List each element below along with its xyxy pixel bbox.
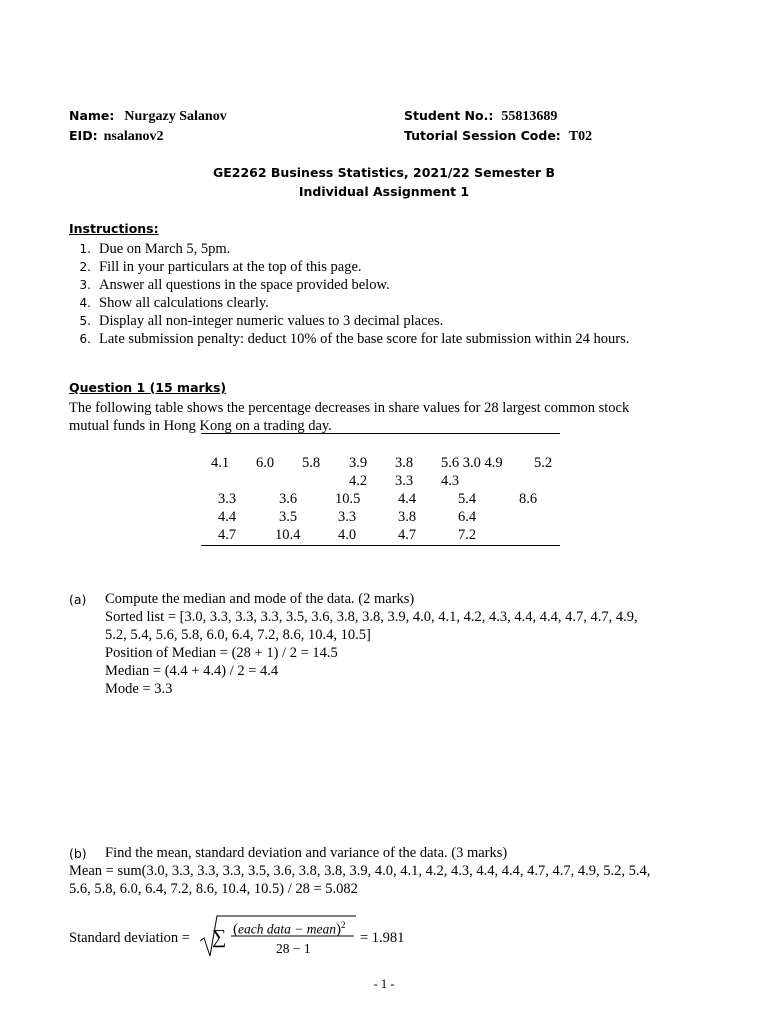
eid-label: EID:: [69, 128, 98, 143]
part-a-median: Median = (4.4 + 4.4) / 2 = 4.4: [105, 663, 279, 679]
part-a-position: Position of Median = (28 + 1) / 2 = 14.5: [105, 645, 338, 661]
table-cell: 6.4: [458, 509, 477, 525]
instructions-list: [67, 240, 629, 348]
part-b-prompt: Find the mean, standard deviation and variance of the data. (3 marks): [105, 845, 508, 861]
instruction-item: 1. Due on March 5, 5pm.: [79, 241, 231, 257]
table-cell: 5.4: [458, 491, 477, 507]
instruction-item: 6. Late submission penalty: deduct 10% of the base score for late submission within 24 hours.: [79, 331, 630, 347]
sd-label: Standard deviation =: [69, 930, 190, 946]
instruction-item: 5. Display all non-integer numeric values to 3 decimal places.: [79, 313, 444, 329]
student-no-row: [404, 107, 557, 125]
table-cell: 4.2: [349, 473, 368, 489]
tutorial-value: T02: [568, 129, 593, 144]
table-cell: 3.3: [218, 491, 237, 507]
table-cell: 10.5: [335, 491, 361, 507]
sigma-symbol: ∑: [212, 926, 227, 948]
table-cell: 4.1: [211, 455, 230, 471]
instruction-item: 4. Show all calculations clearly.: [79, 295, 269, 311]
table-cell: 4.4: [218, 509, 237, 525]
table-cell: 10.4: [275, 527, 301, 543]
table-top-rule: [201, 433, 560, 434]
table-cell: 3.8: [395, 455, 414, 471]
table-cell: 3.8: [398, 509, 417, 525]
part-b-mean-line1: Mean = sum(3.0, 3.3, 3.3, 3.3, 3.5, 3.6, 3.8, 3.8, 3.9, 4.0, 4.1, 4.2, 4.3, 4.4, 4.4, 4.7, 4.7, 4.9, 5.2, 5.4,: [69, 863, 651, 879]
instruction-item: 2. Fill in your particulars at the top of this page.: [79, 259, 362, 275]
table-cell: 7.2: [458, 527, 477, 543]
table-cell: 4.4: [398, 491, 417, 507]
table-cell: 3.5: [279, 509, 298, 525]
table-cell: 8.6: [519, 491, 538, 507]
name-label: Name:: [69, 108, 115, 123]
table-cell: 6.0: [256, 455, 275, 471]
part-a-label: (a): [69, 592, 87, 607]
table-cell: 5.8: [302, 455, 321, 471]
table-cell: 4.7: [218, 527, 237, 543]
part-b-label: (b): [69, 846, 87, 861]
table-cell: 3.3: [395, 473, 414, 489]
part-b-mean-line2: 5.6, 5.8, 6.0, 6.4, 7.2, 8.6, 10.4, 10.5) / 28 = 5.082: [69, 881, 358, 897]
student-no-value: 55813689: [501, 109, 558, 124]
table-cell: 3.6: [279, 491, 298, 507]
table-bottom-rule: [201, 545, 560, 546]
table-cell: 5.2: [534, 455, 553, 471]
instruction-item: 3. Answer all questions in the space provided below.: [79, 277, 390, 293]
sd-result: = 1.981: [360, 930, 405, 946]
table-cell: 4.7: [398, 527, 417, 543]
eid-row: [69, 127, 164, 145]
table-cell: 3.9: [349, 455, 368, 471]
tutorial-row: [404, 127, 592, 145]
part-a-prompt: Compute the median and mode of the data. (2 marks): [105, 591, 415, 607]
part-a-sorted-line1: Sorted list = [3.0, 3.3, 3.3, 3.3, 3.5, 3.6, 3.8, 3.8, 3.9, 4.0, 4.1, 4.2, 4.3, 4.4, 4.4, 4.7, 4.7, 4.9,: [105, 609, 638, 625]
tutorial-label: Tutorial Session Code:: [404, 128, 561, 143]
table-cell: 4.0: [338, 527, 357, 543]
name-row: [69, 107, 227, 125]
name-value: Nurgazy Salanov: [124, 109, 227, 124]
table-cell: 5.6 3.0 4.9: [441, 455, 503, 471]
table-cell: 3.3: [338, 509, 357, 525]
page-number: - 1 -: [373, 977, 395, 991]
part-a-sorted-line2: 5.2, 5.4, 5.6, 5.8, 6.0, 6.4, 7.2, 8.6, 10.4, 10.5]: [105, 627, 371, 643]
question1-intro-line2: mutual funds in Hong Kong on a trading day.: [69, 418, 332, 434]
question1-heading: Question 1 (15 marks): [69, 380, 227, 395]
question1-intro-line1: The following table shows the percentage decreases in share values for 28 largest common stock: [69, 400, 630, 416]
part-a-mode: Mode = 3.3: [105, 681, 173, 697]
formula-numerator: (each data − mean)$^2$: [233, 920, 346, 938]
formula-denominator: 28 − 1: [276, 941, 311, 956]
document-title: GE2262 Business Statistics, 2021/22 Semester B: [212, 165, 556, 180]
table-cell: 4.3: [441, 473, 460, 489]
student-no-label: Student No.:: [404, 108, 494, 123]
instructions-heading: Instructions:: [69, 221, 159, 236]
eid-value: nsalanov2: [103, 129, 164, 144]
document-subtitle: Individual Assignment 1: [298, 184, 470, 199]
